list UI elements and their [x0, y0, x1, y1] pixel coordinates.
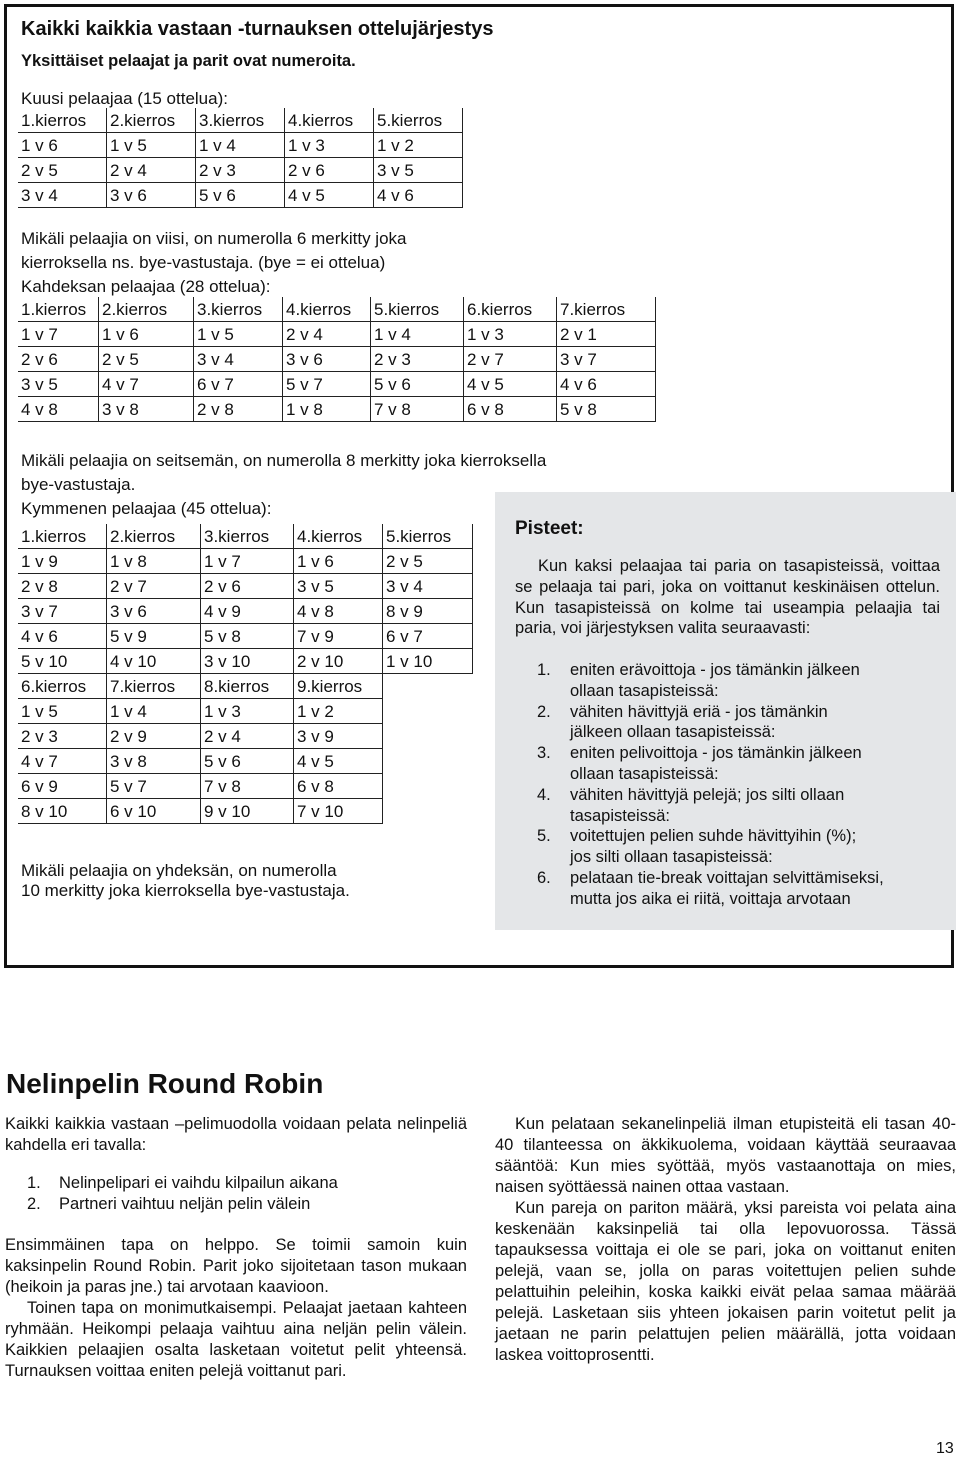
table-cell: 6 v 7 — [383, 624, 473, 649]
table-cell: 2 v 10 — [294, 649, 383, 674]
table-cell: 2 v 3 — [18, 724, 107, 749]
table-cell: 5.kierros — [374, 108, 463, 133]
table-cell: 7 v 8 — [201, 774, 294, 799]
table-cell: 4 v 9 — [201, 599, 294, 624]
table-cell: 5 v 6 — [201, 749, 294, 774]
table-cell — [383, 699, 473, 724]
table-cell: 1 v 3 — [285, 133, 374, 158]
pisteet-list — [515, 660, 945, 910]
table-cell: 5 v 7 — [107, 774, 201, 799]
table-cell: 1 v 4 — [196, 133, 285, 158]
ten-player-table — [18, 524, 473, 824]
table-cell: 1 v 5 — [18, 699, 107, 724]
table-cell: 4 v 5 — [464, 372, 557, 397]
table-cell: 4 v 10 — [107, 649, 201, 674]
table-cell: 1 v 7 — [201, 549, 294, 574]
article-paragraph: Kun pelataan sekanelinpeliä ilman etupisteitä eli tasan 40-40 tilanteessa on äkkikuolema, voidaan käyttää seuraavaa sääntöä: Kun mies syöttää, myös vastaanottaja on mies, naisen syöttäessä nainen ottaa vastaan. — [495, 1115, 956, 1196]
table-cell: 2 v 4 — [201, 724, 294, 749]
table-cell: 4 v 7 — [18, 749, 107, 774]
table-cell: 5 v 8 — [557, 397, 656, 422]
table-cell: 7.kierros — [107, 674, 201, 699]
table-cell: 6 v 8 — [294, 774, 383, 799]
table-cell: 1 v 9 — [18, 549, 107, 574]
table-cell: 4 v 6 — [18, 624, 107, 649]
table-cell: 8 v 10 — [18, 799, 107, 824]
table-cell: 1 v 8 — [107, 549, 201, 574]
eight-player-table — [18, 297, 656, 422]
table-cell: 1 v 4 — [371, 322, 464, 347]
table-cell: 1.kierros — [18, 108, 107, 133]
article-right-column — [495, 1114, 956, 1366]
table-cell: 4.kierros — [283, 297, 371, 322]
table-cell: 1 v 2 — [374, 133, 463, 158]
list-item-number: 6. — [537, 868, 551, 887]
table-cell: 1 v 3 — [201, 699, 294, 724]
table-row — [18, 372, 656, 397]
table-cell: 1 v 5 — [107, 133, 196, 158]
table-cell: 5 v 10 — [18, 649, 107, 674]
table-cell: 1 v 6 — [18, 133, 107, 158]
eight-note-line1: Mikäli pelaajia on seitsemän, on numerolla 8 merkitty joka kierroksella — [21, 451, 547, 470]
table-cell: 2 v 4 — [283, 322, 371, 347]
table-cell: 4 v 5 — [285, 183, 374, 208]
table-row — [18, 774, 473, 799]
table-cell: 5 v 6 — [371, 372, 464, 397]
table-cell: 2 v 8 — [194, 397, 283, 422]
table-row — [18, 549, 473, 574]
list-item-line: ollaan tasapisteissä: — [570, 681, 719, 700]
table-cell: 3 v 8 — [107, 749, 201, 774]
table-cell: 5 v 7 — [283, 372, 371, 397]
table-row — [18, 649, 473, 674]
table-cell: 2 v 5 — [18, 158, 107, 183]
table-cell: 2 v 1 — [557, 322, 656, 347]
table-cell — [383, 774, 473, 799]
article-title: Nelinpelin Round Robin — [6, 1068, 324, 1099]
table-cell: 1 v 7 — [18, 322, 99, 347]
table-cell: 2 v 4 — [107, 158, 196, 183]
table-cell: 3 v 7 — [557, 347, 656, 372]
table-cell: 4 v 7 — [99, 372, 194, 397]
pisteet-intro: Kun kaksi pelaajaa tai paria on tasapisteissä, voittaa se pelaaja tai pari, joka on voittanut keskinäisen ottelun. Kun tasapisteissä on kolme tai useampia pelaajia tai paria, voi järjestyksen valita seuraavasti: — [515, 557, 940, 638]
article-paragraph: Ensimmäinen tapa on helppo. Se toimii samoin kuin kaksinpelin Round Robin. Parit joko sijoitetaan tason mukaan (heikoin ja paras jne.) tai arvotaan kaavioon. — [5, 1236, 467, 1296]
table-cell: 7 v 9 — [294, 624, 383, 649]
table-row — [18, 133, 463, 158]
list-item-text: Nelinpelipari ei vaihdu kilpailun aikana — [59, 1174, 338, 1192]
table-row — [18, 322, 656, 347]
list-item — [515, 868, 945, 910]
list-item-number: 1. — [537, 661, 551, 679]
six-player-table — [18, 108, 463, 208]
list-item — [515, 785, 945, 827]
table-cell: 9 v 10 — [201, 799, 294, 824]
table-cell: 2.kierros — [107, 108, 196, 133]
table-row — [18, 749, 473, 774]
table-cell: 2 v 6 — [18, 347, 99, 372]
list-item-line: eniten erävoittoja - jos tämänkin jälkeen — [570, 661, 860, 679]
table-cell: 3 v 10 — [201, 649, 294, 674]
list-item — [5, 1173, 467, 1194]
table-row — [18, 724, 473, 749]
table-cell — [383, 749, 473, 774]
table-cell: 3 v 4 — [383, 574, 473, 599]
list-item-number: 5. — [537, 827, 551, 846]
table-cell: 1.kierros — [18, 297, 99, 322]
article-paragraph: Kun pareja on pariton määrä, yksi pareista voi pelata aina keskenään kaksinpeliä tai olla lepovuorossa. Tässä tapauksessa voittaja ei ole se pari, joka on voittanut eniten pelejä, vaan se, jolla on paras voitettujen pelien suhde pelattuihin peleihin, koska kaikki eivät pelaa samaa määrää pelejä. Lasketaan siis yhteen jokaisen parin voitetut pelit ja jaetaan ne parin pelattujen pelien määrällä, jotta voidaan laskea voittoprosentti. — [495, 1199, 956, 1364]
list-item-number: 4. — [537, 785, 551, 804]
table-cell: 4 v 6 — [557, 372, 656, 397]
table-cell: 1 v 5 — [194, 322, 283, 347]
list-item-number: 2. — [537, 702, 551, 721]
table-row — [18, 347, 656, 372]
table-row — [18, 297, 656, 322]
table-cell: 4 v 5 — [294, 749, 383, 774]
table-cell: 3 v 4 — [18, 183, 107, 208]
table-cell: 6 v 7 — [194, 372, 283, 397]
table-cell: 4 v 6 — [374, 183, 463, 208]
list-item-line: vähiten hävittyjä pelejä; jos silti ollaan — [570, 785, 845, 804]
table-cell: 3 v 6 — [107, 599, 201, 624]
list-item-line: jälkeen ollaan tasapisteissä: — [570, 723, 776, 742]
table-cell: 3 v 9 — [294, 724, 383, 749]
table-cell: 5.kierros — [371, 297, 464, 322]
article-paragraph: Toinen tapa on monimutkaisempi. Pelaajat jaetaan kahteen ryhmään. Heikompi pelaaja vaihtuu aina neljän pelin välein. Kaikkien pelaajien osalta lasketaan voitetut pelit yhteensä. Turnauksen voittaa eniten pelejä voittanut pari. — [5, 1299, 467, 1380]
table-cell: 7 v 8 — [371, 397, 464, 422]
table-cell: 6.kierros — [464, 297, 557, 322]
pisteet-title: Pisteet: — [515, 518, 584, 539]
article-intro: Kaikki kaikkia vastaan –pelimuodolla voidaan pelata nelinpeliä kahdella eri tavalla: — [5, 1115, 467, 1154]
table-cell — [383, 724, 473, 749]
table-row — [18, 799, 473, 824]
ten-note-line2: 10 merkitty joka kierroksella bye-vastustaja. — [21, 881, 350, 900]
table-row — [18, 397, 656, 422]
article-left-column — [5, 1114, 467, 1382]
ten-note-line1: Mikäli pelaajia on yhdeksän, on numerolla — [21, 861, 337, 880]
table-cell: 6 v 10 — [107, 799, 201, 824]
list-item-line: ollaan tasapisteissä: — [570, 764, 719, 783]
table-cell: 3.kierros — [194, 297, 283, 322]
table-cell: 2 v 5 — [99, 347, 194, 372]
six-heading: Kuusi pelaajaa (15 ottelua): — [21, 89, 228, 108]
table-cell: 2 v 3 — [196, 158, 285, 183]
table-cell: 5.kierros — [383, 524, 473, 549]
table-cell: 2 v 6 — [285, 158, 374, 183]
table-cell: 1 v 8 — [283, 397, 371, 422]
list-item-number: 2. — [27, 1195, 41, 1213]
table-cell: 3 v 6 — [107, 183, 196, 208]
table-cell: 2 v 7 — [107, 574, 201, 599]
table-cell: 4.kierros — [294, 524, 383, 549]
table-cell: 6 v 9 — [18, 774, 107, 799]
table-cell: 1 v 4 — [107, 699, 201, 724]
table-cell: 4 v 8 — [18, 397, 99, 422]
table-cell: 7 v 10 — [294, 799, 383, 824]
table-cell: 1.kierros — [18, 524, 107, 549]
table-row — [18, 674, 473, 699]
eight-note-line2: bye-vastustaja. — [21, 475, 136, 494]
ten-heading: Kymmenen pelaajaa (45 ottelua): — [21, 499, 272, 518]
eight-heading: Kahdeksan pelaajaa (28 ottelua): — [21, 277, 271, 296]
table-cell: 4.kierros — [285, 108, 374, 133]
list-item-line: vähiten hävittyjä eriä - jos tämänkin — [570, 702, 828, 721]
table-cell: 5 v 6 — [196, 183, 285, 208]
table-cell: 3 v 5 — [294, 574, 383, 599]
table-cell: 8 v 9 — [383, 599, 473, 624]
table-cell: 3 v 7 — [18, 599, 107, 624]
table-cell: 1 v 6 — [99, 322, 194, 347]
table-cell: 2 v 9 — [107, 724, 201, 749]
table-row — [18, 158, 463, 183]
box-subtitle: Yksittäiset pelaajat ja parit ovat numeroita. — [21, 52, 356, 70]
table-cell: 1 v 3 — [464, 322, 557, 347]
table-cell: 6 v 8 — [464, 397, 557, 422]
list-item — [5, 1194, 467, 1215]
box-title: Kaikki kaikkia vastaan -turnauksen ottelujärjestys — [21, 18, 494, 40]
table-cell: 8.kierros — [201, 674, 294, 699]
table-row — [18, 699, 473, 724]
table-cell: 3 v 4 — [194, 347, 283, 372]
table-cell: 3 v 8 — [99, 397, 194, 422]
six-note-line2: kierroksella ns. bye-vastustaja. (bye = ei ottelua) — [21, 253, 386, 272]
list-item-line: tasapisteissä: — [570, 806, 670, 825]
list-item-line: mutta jos aika ei riitä, voittaja arvotaan — [570, 889, 851, 908]
table-cell: 5 v 8 — [201, 624, 294, 649]
table-cell: 2 v 7 — [464, 347, 557, 372]
table-cell: 2.kierros — [99, 297, 194, 322]
table-cell: 3 v 5 — [18, 372, 99, 397]
table-row — [18, 183, 463, 208]
table-row — [18, 524, 473, 549]
list-item — [515, 660, 945, 702]
table-cell: 3 v 5 — [374, 158, 463, 183]
table-cell: 3.kierros — [201, 524, 294, 549]
table-cell: 5 v 9 — [107, 624, 201, 649]
list-item — [515, 826, 945, 868]
table-cell: 1 v 2 — [294, 699, 383, 724]
table-row — [18, 574, 473, 599]
table-row — [18, 108, 463, 133]
list-item — [515, 702, 945, 744]
article-list — [5, 1173, 467, 1215]
table-row — [18, 624, 473, 649]
table-cell: 6.kierros — [18, 674, 107, 699]
table-cell: 4 v 8 — [294, 599, 383, 624]
list-item-text: Partneri vaihtuu neljän pelin välein — [59, 1195, 311, 1213]
table-cell: 2.kierros — [107, 524, 201, 549]
table-cell: 7.kierros — [557, 297, 656, 322]
table-cell: 2 v 3 — [371, 347, 464, 372]
table-cell: 3.kierros — [196, 108, 285, 133]
table-cell: 9.kierros — [294, 674, 383, 699]
list-item-line: eniten pelivoittoja - jos tämänkin jälkeen — [570, 744, 862, 763]
list-item-number: 1. — [27, 1174, 41, 1192]
table-cell: 1 v 6 — [294, 549, 383, 574]
list-item-line: jos silti ollaan tasapisteissä: — [570, 848, 773, 867]
table-cell — [383, 799, 473, 824]
table-cell: 1 v 10 — [383, 649, 473, 674]
list-item — [515, 743, 945, 785]
table-cell: 3 v 6 — [283, 347, 371, 372]
table-cell: 2 v 5 — [383, 549, 473, 574]
table-cell: 2 v 6 — [201, 574, 294, 599]
list-item-line: pelataan tie-break voittajan selvittämiseksi, — [570, 868, 884, 887]
table-cell: 2 v 8 — [18, 574, 107, 599]
page-number: 13 — [936, 1440, 954, 1457]
table-cell — [383, 674, 473, 699]
list-item-number: 3. — [537, 744, 551, 763]
table-row — [18, 599, 473, 624]
six-note-line1: Mikäli pelaajia on viisi, on numerolla 6 merkitty joka — [21, 229, 407, 248]
list-item-line: voitettujen pelien suhde hävittyihin (%); — [570, 827, 857, 846]
